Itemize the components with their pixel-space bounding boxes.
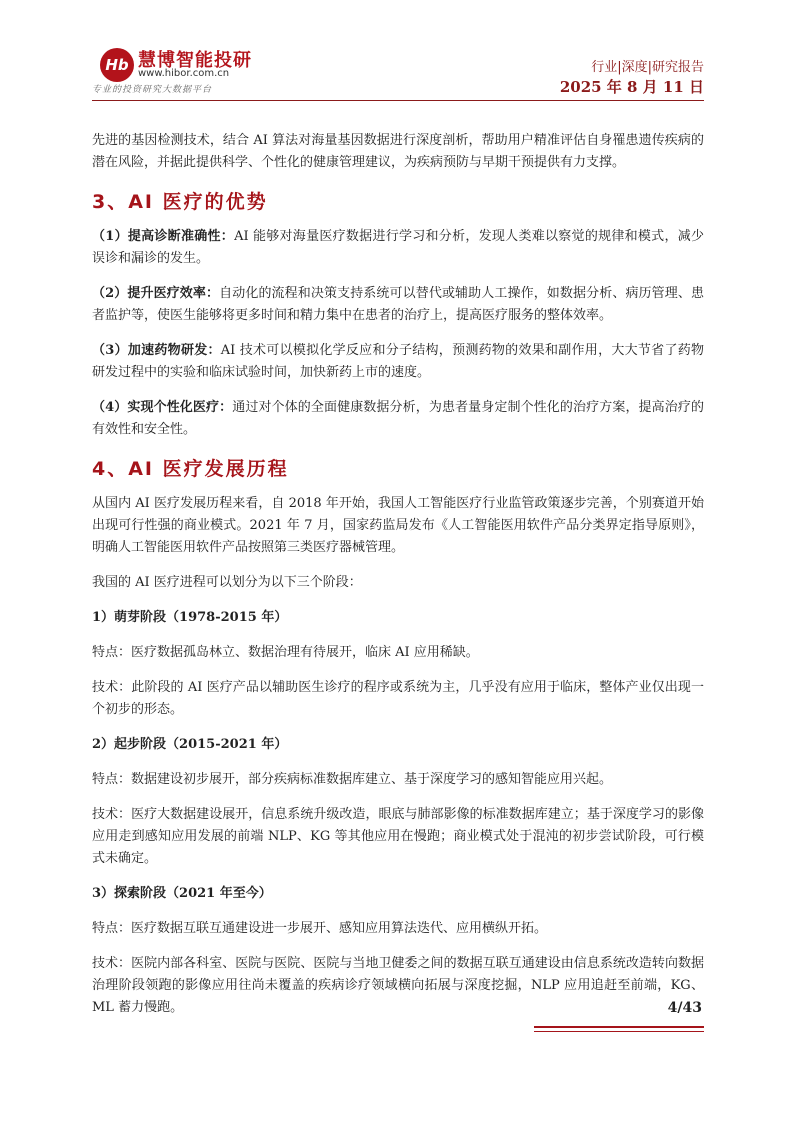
logo-url: www.hibor.com.cn xyxy=(138,68,230,79)
advantage-text: 自动化的流程和决策支持系统可以替代或辅助人工操作，如数据分析、病历管理、患者监护等，使医生能够将更多时间和精力集中在患者的治疗上，提高医疗服务的整体效率。 xyxy=(92,286,704,323)
page-number: 4/43 xyxy=(667,1000,702,1016)
stage-features: 特点：医疗数据互联互通建设进一步展开、感知应用算法迭代、应用横纵开拓。 xyxy=(92,921,548,936)
advantage-item xyxy=(92,226,704,270)
report-type: 行业|深度|研究报告 xyxy=(591,60,704,75)
stage-title: 2）起步阶段（2015-2021 年） xyxy=(92,737,288,752)
report-date: 2025 年 8 月 11 日 xyxy=(559,78,704,96)
stage-title: 1）萌芽阶段（1978-2015 年） xyxy=(92,610,288,625)
stage-tech: 技术：此阶段的 AI 医疗产品以辅助医生诊疗的程序或系统为主，几乎没有应用于临床，整体产业仅出现一个初步的形态。 xyxy=(92,680,704,717)
advantage-label: （1）提高诊断准确性： xyxy=(92,229,235,244)
stage-title: 3）探索阶段（2021 年至今） xyxy=(92,886,272,901)
stage-tech: 技术：医疗大数据建设展开，信息系统升级改造，眼底与肺部影像的标准数据库建立；基于深度学习的影像应用走到感知应用发展的前端 NLP、KG 等其他应用在慢跑；商业模式处于混沌的初步尝试阶段，可行模式未确定。 xyxy=(92,807,704,866)
history-intro: 从国内 AI 医疗发展历程来看，自 2018 年开始，我国人工智能医疗行业监管政策逐步完善，个别赛道开始出现可行性强的商业模式。2021 年 7 月，国家药监局发布《人工智能医用软件产品分类界定指导原则》，明确人工智能医用软件产品按照第三类医疗器械管理。 xyxy=(92,496,704,555)
advantage-item xyxy=(92,283,704,327)
advantage-label: （2）提升医疗效率： xyxy=(92,286,220,301)
company-logo xyxy=(92,42,352,98)
logo-mark-icon: Hb xyxy=(100,48,134,82)
advantage-item xyxy=(92,340,704,384)
footer-divider xyxy=(534,1031,704,1032)
advantage-text: AI 能够对海量医疗数据进行学习和分析，发现人类难以察觉的规律和模式，减少误诊和漏诊的发生。 xyxy=(92,229,704,266)
stages-intro: 我国的 AI 医疗进程可以划分为以下三个阶段： xyxy=(92,575,362,590)
logo-name: 慧博智能投研 xyxy=(138,50,252,71)
intro-paragraph: 先进的基因检测技术，结合 AI 算法对海量基因数据进行深度剖析，帮助用户精准评估自身罹患遗传疾病的潜在风险，并据此提供科学、个性化的健康管理建议，为疾病预防与早期干预提供有力支撑。 xyxy=(92,133,704,170)
advantage-item xyxy=(92,397,704,441)
advantage-label: （4）实现个性化医疗： xyxy=(92,400,233,415)
stage-features: 特点：数据建设初步展开，部分疾病标准数据库建立、基于深度学习的感知智能应用兴起。 xyxy=(92,772,613,787)
advantage-label: （3）加速药物研发： xyxy=(92,343,221,358)
advantage-text: AI 技术可以模拟化学反应和分子结构，预测药物的效果和副作用，大大节省了药物研发过程中的实验和临床试验时间，加快新药上市的速度。 xyxy=(92,343,704,380)
page-header xyxy=(92,42,704,100)
header-divider xyxy=(92,100,704,101)
stage-features: 特点：医疗数据孤岛林立、数据治理有待展开，临床 AI 应用稀缺。 xyxy=(92,645,479,660)
page-content xyxy=(92,130,704,1032)
stage-tech: 技术：医院内部各科室、医院与医院、医院与当地卫健委之间的数据互联互通建设由信息系统改造转向数据治理阶段领跑的影像应用往尚未覆盖的疾病诊疗领域横向拓展与深度挖掘，NLP 应用追赶至前端，KG、ML 蓄力慢跑。 xyxy=(92,956,704,1015)
section-heading-history: 4、AI 医疗发展历程 xyxy=(92,458,289,480)
advantage-text: 通过对个体的全面健康数据分析，为患者量身定制个性化的治疗方案，提高治疗的有效性和安全性。 xyxy=(92,400,704,437)
logo-tagline: 专业的投资研究大数据平台 xyxy=(92,85,213,95)
footer-divider xyxy=(534,1026,704,1028)
section-heading-advantages: 3、AI 医疗的优势 xyxy=(92,191,268,213)
